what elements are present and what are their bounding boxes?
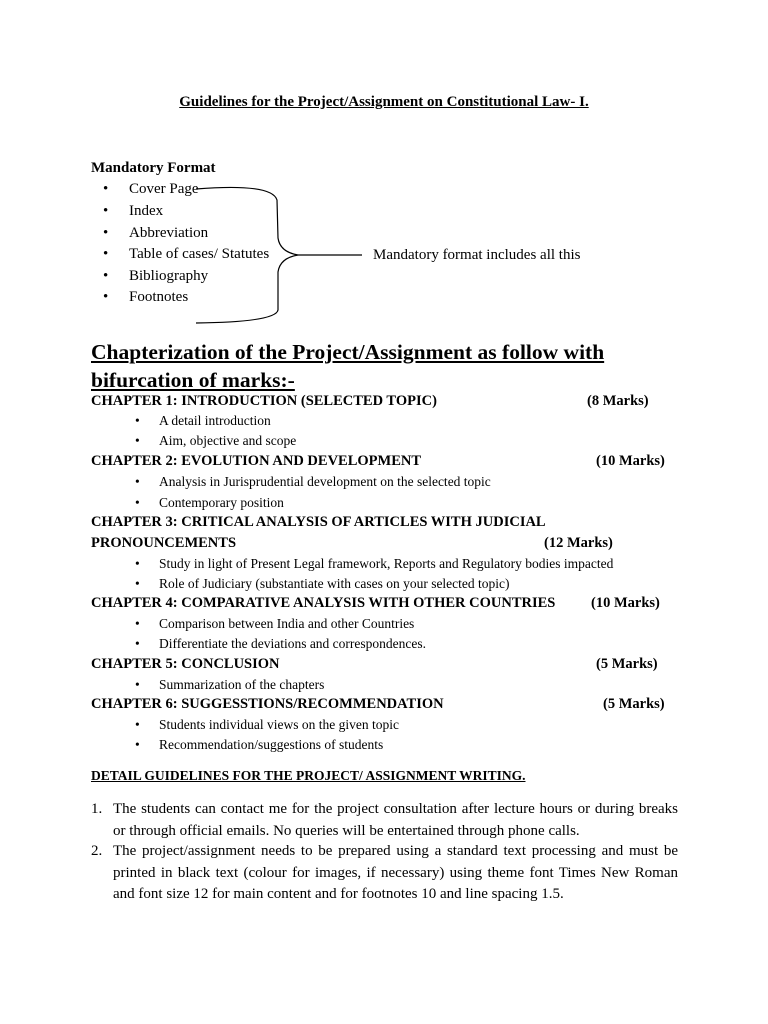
bullet-icon: • bbox=[103, 203, 109, 219]
bullet-icon: • bbox=[135, 495, 140, 510]
bullet-icon: • bbox=[103, 181, 109, 197]
chapter-title: CHAPTER 1: INTRODUCTION (SELECTED TOPIC) bbox=[91, 393, 437, 409]
bullet-icon: • bbox=[135, 636, 140, 651]
guideline-number: 2. bbox=[91, 843, 103, 859]
list-item: • Cover Page bbox=[103, 181, 199, 197]
list-item: • Analysis in Jurisprudential development on the selected topic bbox=[135, 474, 491, 489]
chapter-title-continued: PRONOUNCEMENTS bbox=[91, 535, 237, 551]
list-item: • Study in light of Present Legal framework, Reports and Regulatory bodies impacted bbox=[135, 556, 614, 571]
document-title: Guidelines for the Project/Assignment on Constitutional Law- I. bbox=[179, 94, 589, 110]
list-item: • Summarization of the chapters bbox=[135, 677, 325, 692]
list-item: • Footnotes bbox=[103, 289, 189, 305]
chapter-marks: (12 Marks) bbox=[544, 535, 613, 551]
bullet-icon: • bbox=[135, 474, 140, 489]
bullet-icon: • bbox=[135, 616, 140, 631]
chapter-title: CHAPTER 3: CRITICAL ANALYSIS OF ARTICLES WITH JUDICIAL bbox=[91, 514, 546, 530]
list-item: • Differentiate the deviations and correspondences. bbox=[135, 636, 427, 651]
list-item: • Students individual views on the given topic bbox=[135, 717, 399, 732]
guideline-item bbox=[91, 799, 678, 842]
chapter-title: CHAPTER 4: COMPARATIVE ANALYSIS WITH OTHER COUNTRIES bbox=[91, 595, 556, 611]
bullet-icon: • bbox=[135, 717, 140, 732]
guideline-text: The project/assignment needs to be prepared using a standard text processing and must be printed in black text (colour for images, if necessary) using theme font Times New Roman and font size 12 for main content and for footnotes 10 and line spacing 1.5. bbox=[113, 843, 678, 902]
list-item: • Comparison between India and other Countries bbox=[135, 616, 415, 631]
bullet-icon: • bbox=[103, 289, 109, 305]
bullet-icon: • bbox=[103, 268, 109, 284]
detail-guidelines-heading: DETAIL GUIDELINES FOR THE PROJECT/ ASSIGNMENT WRITING. bbox=[91, 768, 526, 783]
list-item: • Recommendation/suggestions of students bbox=[135, 737, 384, 752]
mandatory-format-heading: Mandatory Format bbox=[91, 160, 216, 176]
bullet-icon: • bbox=[103, 225, 109, 241]
guideline-number: 1. bbox=[91, 801, 103, 817]
chapter-title: CHAPTER 2: EVOLUTION AND DEVELOPMENT bbox=[91, 453, 422, 469]
list-item: • Bibliography bbox=[103, 268, 209, 284]
chapter-title: CHAPTER 6: SUGGESSTIONS/RECOMMENDATION bbox=[91, 696, 444, 712]
chapter-marks: (10 Marks) bbox=[591, 595, 660, 611]
chapterization-heading: Chapterization of the Project/Assignment as follow with bifurcation of marks:- bbox=[91, 340, 605, 392]
list-item: • Abbreviation bbox=[103, 225, 209, 241]
bullet-icon: • bbox=[103, 246, 109, 262]
list-item: • Index bbox=[103, 203, 164, 219]
list-item: • Role of Judiciary (substantiate with cases on your selected topic) bbox=[135, 576, 510, 591]
bullet-icon: • bbox=[135, 576, 140, 591]
chapter-marks: (8 Marks) bbox=[587, 393, 649, 409]
bullet-icon: • bbox=[135, 677, 140, 692]
bullet-icon: • bbox=[135, 737, 140, 752]
chapter-title: CHAPTER 5: CONCLUSION bbox=[91, 656, 280, 672]
bullet-icon: • bbox=[135, 556, 140, 571]
list-item: • A detail introduction bbox=[135, 413, 271, 428]
list-item: • Aim, objective and scope bbox=[135, 433, 297, 448]
chapter-marks: (5 Marks) bbox=[603, 696, 665, 712]
guideline-item bbox=[91, 841, 678, 906]
curly-brace-connector bbox=[0, 0, 768, 340]
mandatory-note: Mandatory format includes all this bbox=[373, 247, 581, 263]
list-item: • Table of cases/ Statutes bbox=[103, 246, 270, 262]
chapter-marks: (5 Marks) bbox=[596, 656, 658, 672]
list-item: • Contemporary position bbox=[135, 495, 284, 510]
chapter-marks: (10 Marks) bbox=[596, 453, 665, 469]
guideline-text: The students can contact me for the project consultation after lecture hours or during breaks or through official emails. No queries will be entertained through phone calls. bbox=[113, 801, 678, 839]
bullet-icon: • bbox=[135, 433, 140, 448]
bullet-icon: • bbox=[135, 413, 140, 428]
